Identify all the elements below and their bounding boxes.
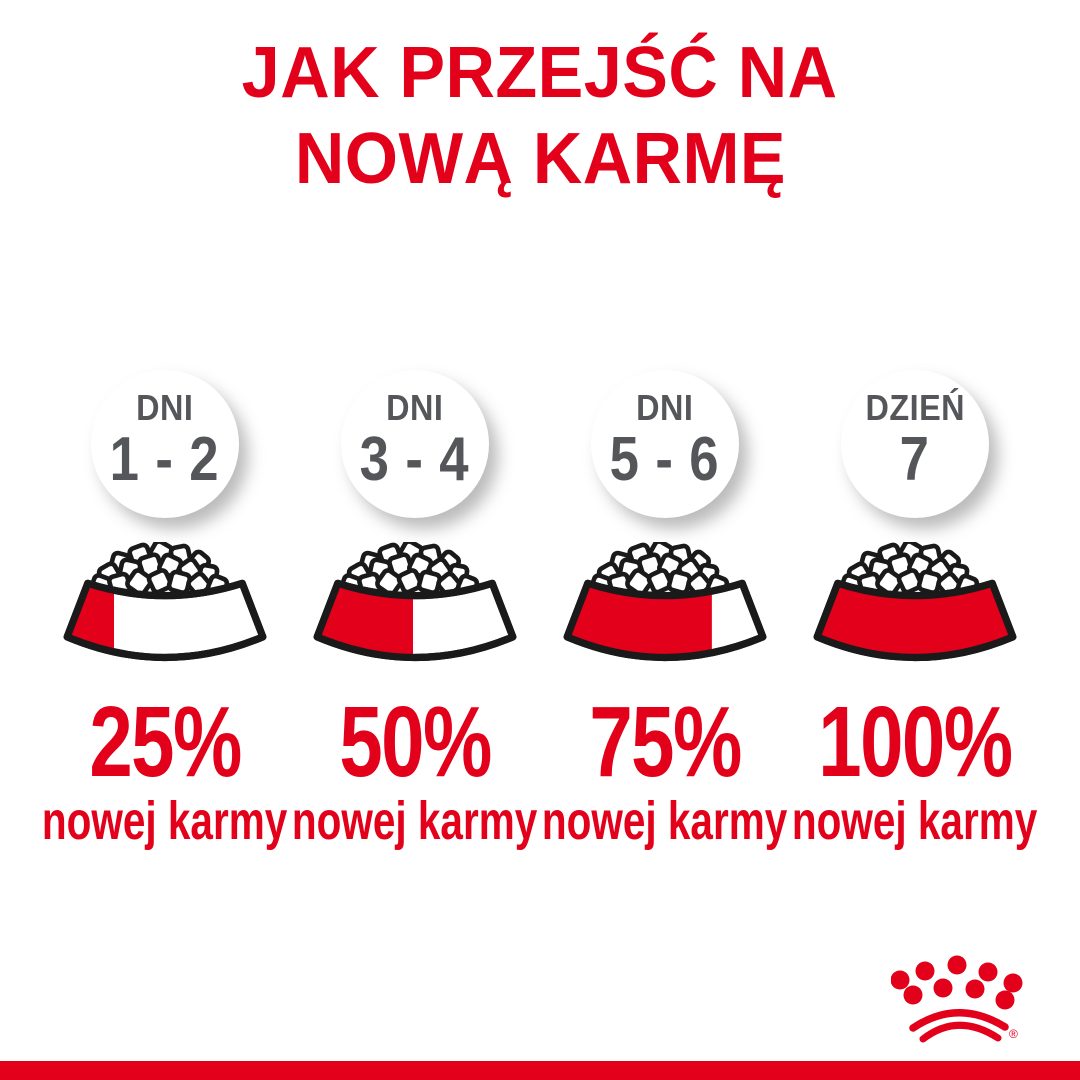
new-food-caption	[1, 791, 328, 851]
page-title	[0, 30, 1080, 202]
day-badge-label: DNI	[386, 387, 444, 428]
new-food-caption	[251, 791, 578, 851]
step-column-days-5-6	[540, 370, 790, 851]
royal-canin-crown-logo	[891, 951, 1029, 1045]
new-food-percentage	[791, 686, 1039, 798]
step-column-day-7	[790, 370, 1040, 851]
food-bowl-illustration	[812, 542, 1018, 672]
percentage-value: 100%	[818, 686, 1012, 798]
step-column-days-3-4	[290, 370, 540, 851]
food-bowl-illustration	[562, 542, 768, 672]
food-bowl-graphic	[562, 542, 768, 672]
new-food-percentage	[68, 686, 262, 798]
food-bowl-illustration	[62, 542, 268, 672]
caption-text: nowej karmy	[292, 791, 538, 851]
caption-text: nowej karmy	[542, 791, 788, 851]
day-badge-range: 1 - 2	[110, 425, 220, 494]
food-bowl-illustration	[312, 542, 518, 672]
day-badge-range: 3 - 4	[360, 425, 470, 494]
new-food-percentage	[318, 686, 512, 798]
day-badge	[591, 370, 739, 518]
crown-dots	[891, 956, 1023, 1010]
day-badge-label: DNI	[136, 387, 194, 428]
caption-text: nowej karmy	[792, 791, 1038, 851]
crown-arc-bottom	[923, 1025, 998, 1039]
percentage-value: 75%	[589, 686, 741, 798]
new-food-percentage	[568, 686, 762, 798]
registered-trademark: ®	[1009, 1027, 1018, 1041]
caption-text: nowej karmy	[42, 791, 288, 851]
day-badge-range: 7	[899, 425, 931, 494]
day-badge-label: DZIEŃ	[865, 387, 965, 428]
day-badge	[91, 370, 239, 518]
day-badge-range: 5 - 6	[610, 425, 720, 494]
new-food-caption	[501, 791, 828, 851]
title-line-1: JAK PRZEJŚĆ NA	[242, 33, 838, 113]
brand-footer-bar	[0, 1061, 1080, 1080]
day-badge	[841, 370, 989, 518]
day-badge	[341, 370, 489, 518]
transition-steps-row	[40, 370, 1040, 851]
percentage-value: 25%	[89, 686, 241, 798]
percentage-value: 50%	[339, 686, 491, 798]
food-bowl-graphic	[812, 542, 1018, 672]
new-food-caption	[751, 791, 1078, 851]
day-badge-label: DNI	[636, 387, 694, 428]
food-bowl-graphic	[312, 542, 518, 672]
title-line-2: NOWĄ KARMĘ	[294, 119, 786, 199]
food-bowl-graphic	[62, 542, 268, 672]
step-column-days-1-2	[40, 370, 290, 851]
